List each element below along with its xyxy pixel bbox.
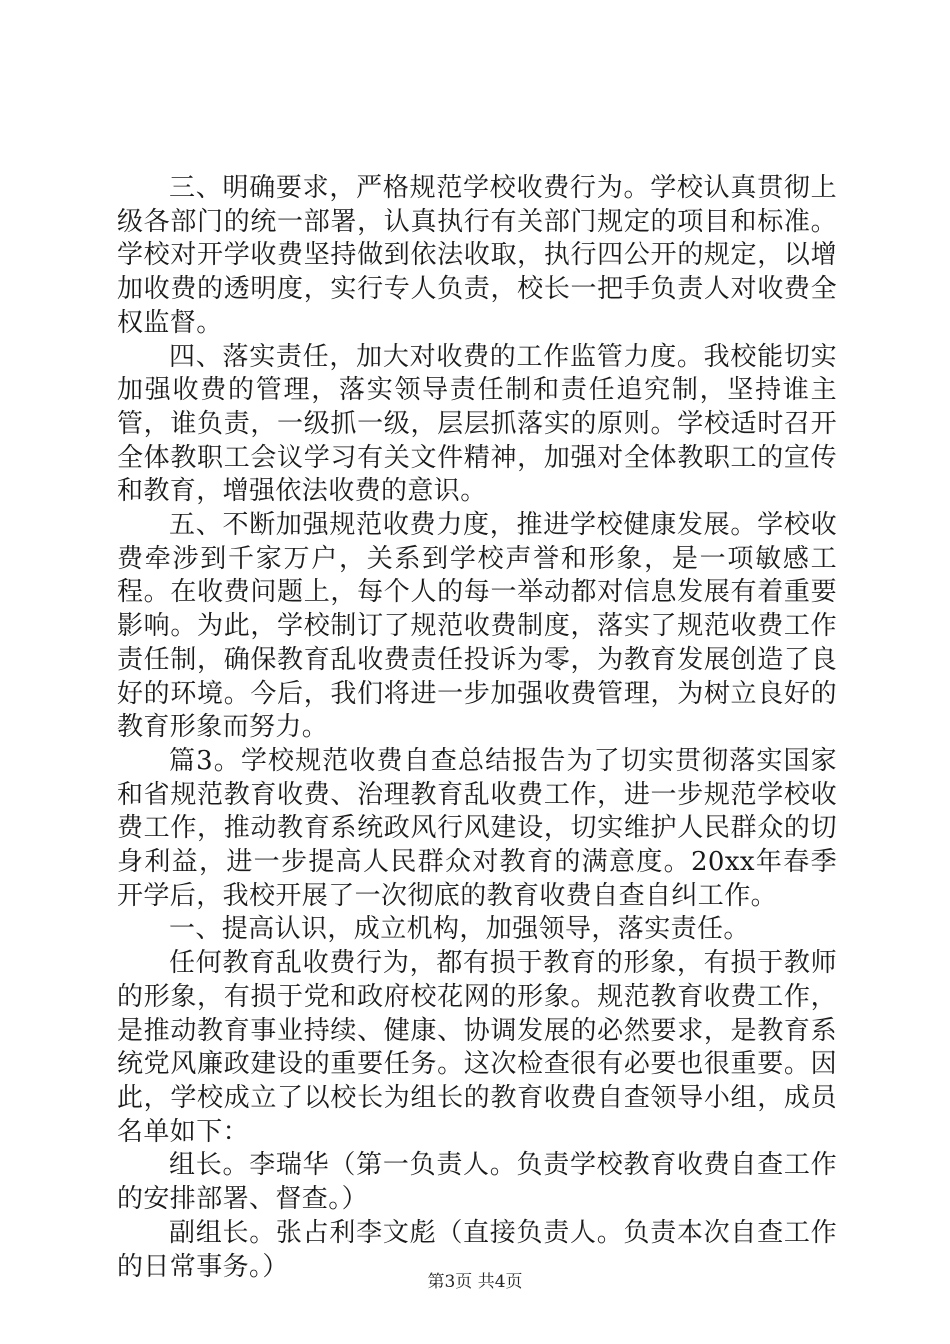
paragraph-article-3-intro: 篇3。学校规范收费自查总结报告为了切实贯彻落实国家和省规范教育收费、治理教育乱收费工作，进一步规范学校收费工作，推动教育系统政风行风建设，切实维护人民群众的切身利益，进一步提高人民群众对教育的满意度。20xx年春季开学后，我校开展了一次彻底的教育收费自查自纠工作。	[117, 745, 837, 911]
paragraph-awareness: 任何教育乱收费行为，都有损于教育的形象，有损于教师的形象，有损于党和政府校花网的形象。规范教育收费工作，是推动教育事业持续、健康、协调发展的必然要求，是教育系统党风廉政建设的重要任务。这次检查很有必要也很重要。因此，学校成立了以校长为组长的教育收费自查领导小组，成员名单如下：	[117, 948, 837, 1147]
paragraph-leader: 组长。李瑞华（第一负责人。负责学校教育收费自查工作的安排部署、督查。）	[117, 1150, 837, 1215]
page-footer: 第3页 共4页	[427, 1272, 523, 1292]
document-body	[117, 172, 837, 1284]
paragraph-deputy-leader: 副组长。张占利李文彪（直接负责人。负责本次自查工作的日常事务。）	[117, 1217, 837, 1282]
paragraph-standardization: 五、不断加强规范收费力度，推进学校健康发展。学校收费牵涉到千家万户，关系到学校声誉和形象，是一项敏感工程。在收费问题上，每个人的每一举动都对信息发展有着重要影响。为此，学校制订了规范收费制度，落实了规范收费工作责任制，确保教育乱收费责任投诉为零，为教育发展创造了良好的环境。今后，我们将进一步加强收费管理，为树立良好的教育形象而努力。	[117, 510, 837, 743]
paragraph-responsibility: 四、落实责任，加大对收费的工作监管力度。我校能切实加强收费的管理，落实领导责任制和责任追究制，坚持谁主管，谁负责，一级抓一级，层层抓落实的原则。学校适时召开全体教职工会议学习有关文件精神，加强对全体教职工的宣传和教育，增强依法收费的意识。	[117, 341, 837, 507]
paragraph-section-heading: 一、提高认识，成立机构，加强领导，落实责任。	[169, 914, 750, 945]
paragraph-requirements: 三、明确要求，严格规范学校收费行为。学校认真贯彻上级各部门的统一部署，认真执行有关部门规定的项目和标准。学校对开学收费坚持做到依法收取，执行四公开的规定，以增加收费的透明度，实行专人负责，校长一把手负责人对收费全权监督。	[117, 173, 837, 338]
